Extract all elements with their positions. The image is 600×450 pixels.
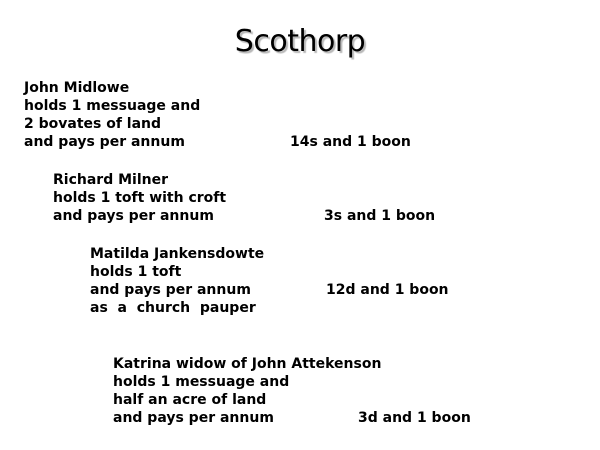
- rent-line: and pays per annum: [113, 410, 274, 426]
- slide-title: Scothorp: [234, 24, 366, 59]
- status-line: as a church pauper: [90, 300, 256, 316]
- tenant-entry-john-midlowe: [24, 79, 411, 151]
- rent-amount: 3s and 1 boon: [324, 208, 436, 224]
- rent-line: and pays per annum: [53, 208, 214, 224]
- holding-line: holds 1 messuage and: [113, 374, 290, 390]
- rent-line: and pays per annum: [90, 282, 251, 298]
- rent-amount: 12d and 1 boon: [326, 282, 449, 298]
- tenant-name: Matilda Jankensdowte: [90, 246, 265, 262]
- tenant-name: Richard Milner: [53, 172, 168, 188]
- holding-line: holds 1 messuage and: [24, 98, 201, 114]
- holding-line: holds 1 toft: [90, 264, 182, 280]
- rent-line: and pays per annum: [24, 134, 185, 150]
- tenant-name: Katrina widow of John Attekenson: [113, 356, 382, 372]
- rent-amount: 3d and 1 boon: [358, 410, 471, 426]
- tenant-name: John Midlowe: [24, 80, 130, 96]
- holding-line: half an acre of land: [113, 392, 267, 408]
- tenant-entry-katrina-widow: [113, 355, 471, 427]
- tenant-entry-matilda-jankensdowte: [90, 245, 449, 317]
- holding-line: holds 1 toft with croft: [53, 190, 227, 206]
- tenant-entry-richard-milner: [53, 171, 436, 225]
- rent-amount: 14s and 1 boon: [290, 134, 411, 150]
- holding-line: 2 bovates of land: [24, 116, 162, 132]
